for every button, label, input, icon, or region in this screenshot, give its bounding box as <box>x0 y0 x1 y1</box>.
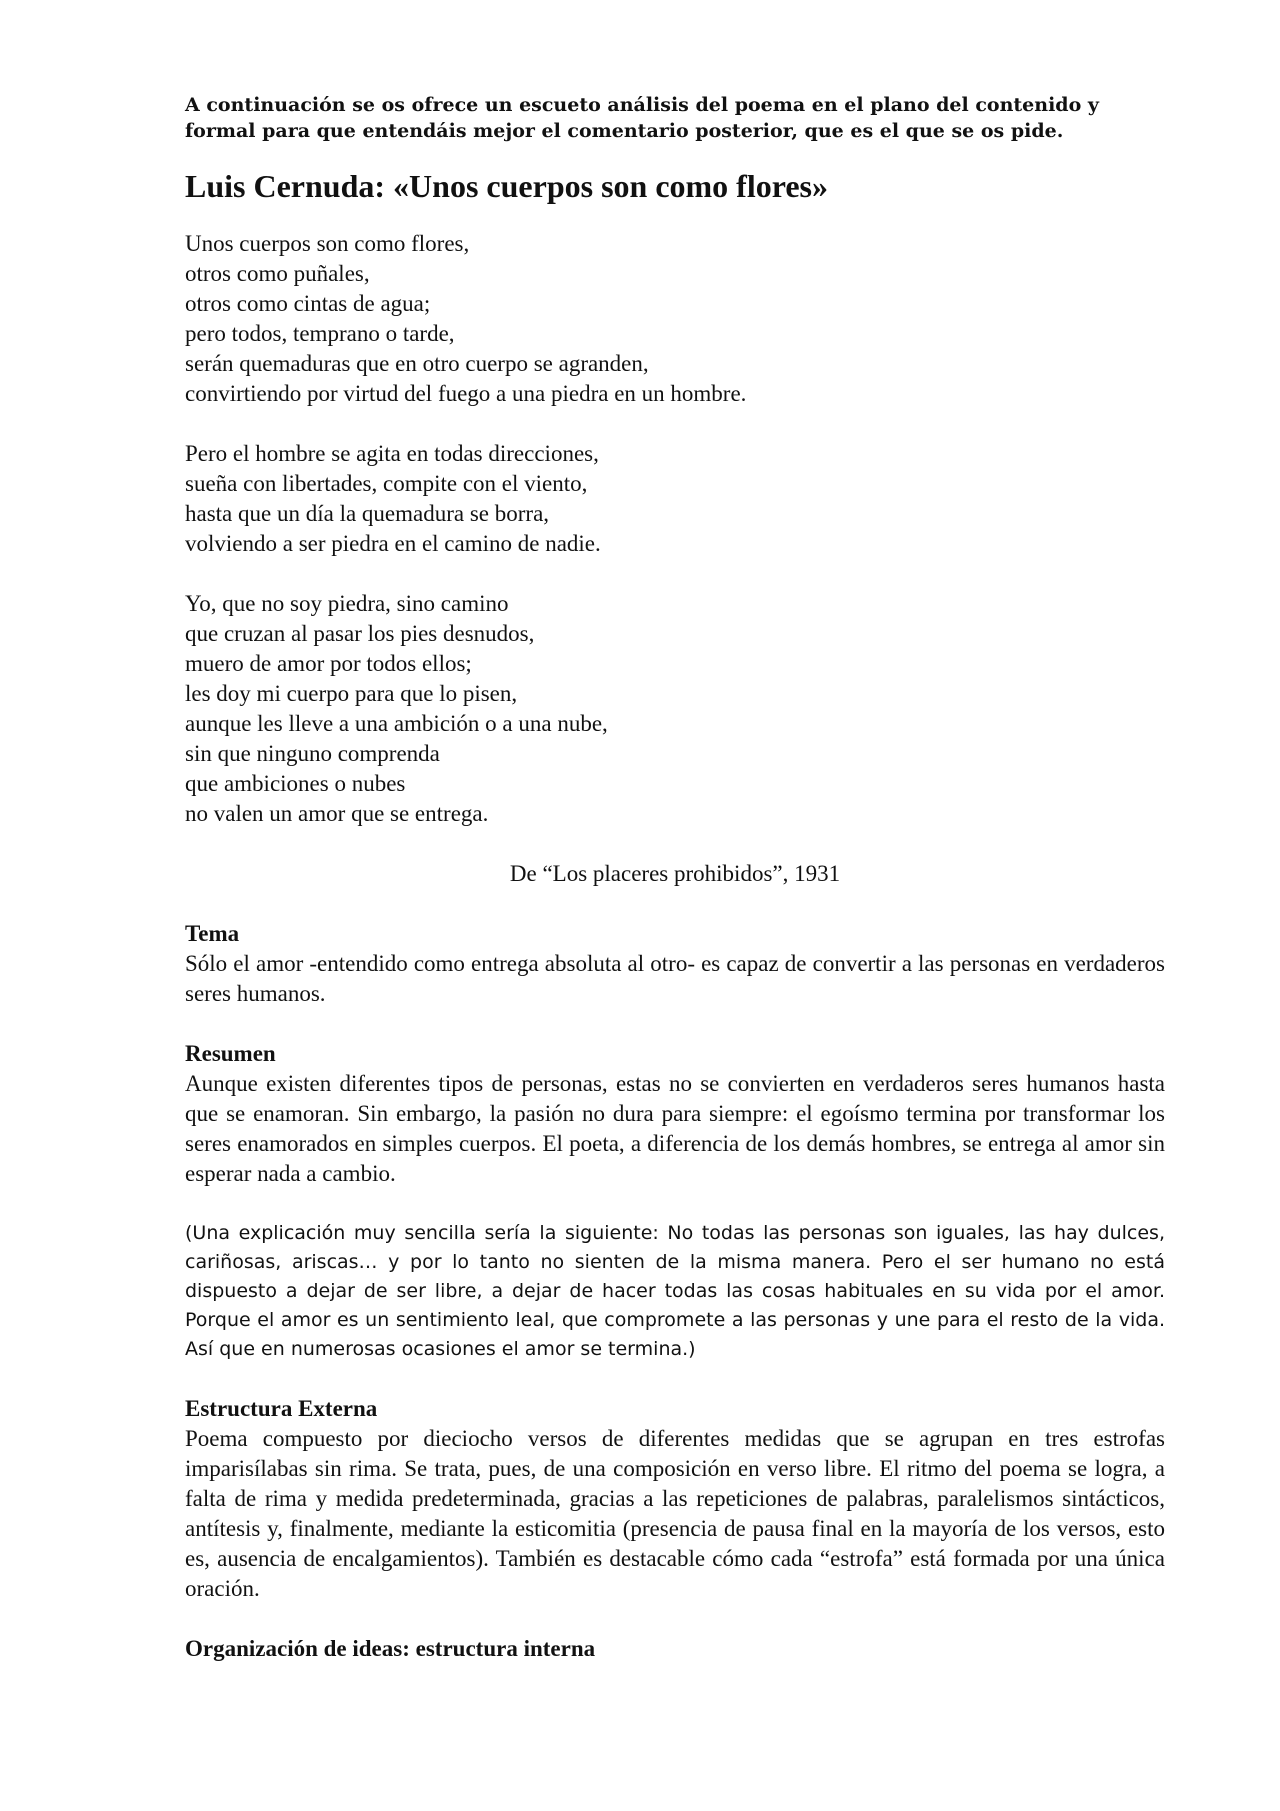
poem-stanza-3 <box>185 589 1165 829</box>
document-page <box>185 92 1165 1664</box>
organizacion-section <box>185 1634 1165 1664</box>
poem-title: Luis Cernuda: «Unos cuerpos son como flores» <box>185 168 828 204</box>
resumen-section <box>185 1039 1165 1189</box>
verse: Yo, que no soy piedra, sino camino <box>185 591 509 616</box>
estructura-externa-section <box>185 1394 1165 1604</box>
resumen-text: Aunque existen diferentes tipos de personas, estas no se convierten en verdaderos seres humanos hasta que se enamoran. Sin embargo, la pasión no dura para siempre: el egoísmo termina por transformar los seres enamorados en simples cuerpos. El poeta, a diferencia de los demás hombres, se entrega al amor sin esperar nada a cambio. <box>185 1071 1165 1186</box>
verse: que cruzan al pasar los pies desnudos, <box>185 621 535 646</box>
tema-text: Sólo el amor -entendido como entrega absoluta al otro- es capaz de convertir a las personas en verdaderos seres humanos. <box>185 951 1165 1006</box>
tema-heading: Tema <box>185 921 240 946</box>
verse: serán quemaduras que en otro cuerpo se agranden, <box>185 351 649 376</box>
verse: otros como cintas de agua; <box>185 291 431 316</box>
intro-note: A continuación se os ofrece un escueto análisis del poema en el plano del contenido y formal para que entendáis mejor el comentario posterior, que es el que se os pide. <box>185 94 1099 142</box>
verse: muero de amor por todos ellos; <box>185 651 472 676</box>
resumen-heading: Resumen <box>185 1041 276 1066</box>
poem-stanza-1 <box>185 229 1165 409</box>
estructura-externa-heading: Estructura Externa <box>185 1396 378 1421</box>
explicacion-note: (Una explicación muy sencilla sería la siguiente: No todas las personas son iguales, las hay dulces, cariñosas, ariscas… y por lo tanto no sienten de la misma manera. Pero el ser humano no está dispuesto a dejar de ser libre, a dejar de hacer todas las cosas habituales en su vida por el amor. Porque el amor es un sentimiento leal, que compromete a las personas y une para el resto de la vida. Así que en numerosas ocasiones el amor se termina.) <box>185 1222 1165 1360</box>
verse: les doy mi cuerpo para que lo pisen, <box>185 681 518 706</box>
verse: Pero el hombre se agita en todas direcciones, <box>185 441 599 466</box>
verse: otros como puñales, <box>185 261 370 286</box>
verse: hasta que un día la quemadura se borra, <box>185 501 550 526</box>
verse: Unos cuerpos son como flores, <box>185 231 470 256</box>
poem-source: De “Los placeres prohibidos”, 1931 <box>509 861 841 886</box>
tema-section <box>185 919 1165 1009</box>
verse: no valen un amor que se entrega. <box>185 801 489 826</box>
poem <box>185 229 1165 889</box>
verse: pero todos, temprano o tarde, <box>185 321 455 346</box>
estructura-externa-text: Poema compuesto por dieciocho versos de diferentes medidas que se agrupan en tres estrofas imparisílabas sin rima. Se trata, pues, de una composición en verso libre. El ritmo del poema se logra, a falta de rima y medida predeterminada, gracias a las repeticiones de palabras, paralelismos sintácticos, antítesis y, finalmente, mediante la esticomitia (presencia de pausa final en la mayoría de los versos, esto es, ausencia de encalgamientos). También es destacable cómo cada “estrofa” está formada por una única oración. <box>185 1426 1165 1601</box>
verse: aunque les lleve a una ambición o a una nube, <box>185 711 608 736</box>
verse: sueña con libertades, compite con el viento, <box>185 471 588 496</box>
verse: convirtiendo por virtud del fuego a una piedra en un hombre. <box>185 381 747 406</box>
verse: volviendo a ser piedra en el camino de nadie. <box>185 531 601 556</box>
organizacion-heading: Organización de ideas: estructura interna <box>185 1636 596 1661</box>
verse: sin que ninguno comprenda <box>185 741 440 766</box>
poem-stanza-2 <box>185 439 1165 559</box>
verse: que ambiciones o nubes <box>185 771 406 796</box>
